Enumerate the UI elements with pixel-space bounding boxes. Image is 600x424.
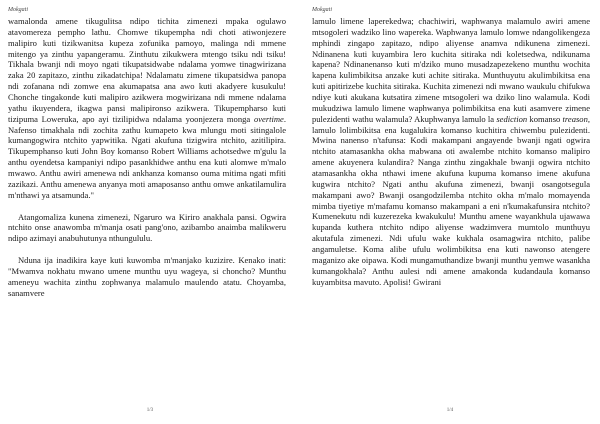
italic-term: sediction	[496, 113, 528, 124]
paragraph: wamalonda amene tikugulitsa ndipo tichita zimenezi mpaka ogulawo atavomereza pempho lathu. Chomwe tikupempha ndi choti atiwonjezere malipiro kuti tizikwanitsa kupeza zofunika pamoyo, malinga ndi mmene mitengo ya zinthu yapangeramu. Zinthutu zikukwera mtengo tsiku ndi tsiku! Tikhala bwanji ndi moyo ngati tikupatsidwabe ndalama yomwe tinagwirizana zaka 20 zapitazo, zinthu zikadatchipa! Ndalamatu zimene tikupatsidwa panopa ndi zofanana ndi zomwe ena akumapatsa ana awo kuti akadyere kusukulu! Chonche tingakonde kuti malipiro azikwera mogwirizana ndi mmene ndalama yathu ikuyendera, ikagwa pansi malipironso azikwera. Tikupempharso kuti tizipuma Loweruka, apo ayi tizilipidwa ndalama yoonjezera monga overtime. Nafenso timakhala ndi zochita zathu kumapeto kwa mlungu moti sitingalole kumangogwira ntchito yapwitika. Ngati akufuna tizigwira ntchito, azitilipira. Tikupemphanso kuti John Boy komanso Robert Williams achotsedwe m'gulu la anthu oyendetsa kampaniyi ndipo pasankhidwe anthu ena kuti alomwe m'malo mwawo. Anthu awiri amenewa ndi ankhanza komanso ouma mitima ngati mfiti zazikazi. Anthu amenewa anyanya moti amaposanso anthu omwe ankatilamulira m'nthawi ya atsamunda."	[8, 16, 286, 200]
right-page	[300, 0, 600, 424]
paragraph: Nduna ija inadikira kaye kuti kuwomba m'manjako kuzizire. Kenako inati: "Mwamva nokhatu mwano umene munthu uyu wageya, si choncho? Munthu ameneyu wachita zinthu zophwanya malamulo maulendo atatu. Choyamba, sanamvere	[8, 254, 286, 298]
running-head: Mokgati	[8, 7, 28, 13]
italic-term: treason	[562, 113, 588, 124]
paragraph: lamulo limene laperekedwa; chachiwiri, waphwanya malamulo awiri amene mtsogoleri wadziko lino wapereka. Waphwanya lamulo lomwe ndangolikengeza mphindi zingapo zapitazo, ndipo aliyense anamva ndikunena zimenezi. Ndinanena kuti kuyambira lero kuchita sitiraka ndi koletsedwa, ndikunama kapena? Ndinanenanso kuti m'dziko muno musadzapezekeno munthu wochita kapena kulimbikitsa anzake kuti achite sitiraka. Munthuyutu akulimbikitsa ena kuti apitirizebe kuchita sitiraka. Kuchita zimenezi ndi mwano waukulu chifukwa ndiye kuti akukana kutsatira zimene mtsogoleri wa dziko lino walamula. Kodi mukudziwa lamulo limene waphwanya polimbikitsa ena kuti asamvere zimene pulezidenti wathu walamula? Akuphwanya lamulo la sediction komanso treason, lamulo lolimbikitsa ena kugalukira komanso kuchitira chiwembu pulezidenti. Mwina nanenso n'tafunsa: Kodi makampani angayende bwanji ngati ogwira ntchito atamasankha okha mabwana oti awalembe ntchito komanso malipiro amene akuyenera kulandira? Nanga zinthu zingakhale bwanji ogwira ntchito atamasankha okha nthawi imene akufuna kupuma komanso imene akufuna kugwira ntchito? Ngati anthu akufuna zimenezi, bwanji osangotsegula makampani awo? Bwanji osangodzilemba ntchito okha m'malo momayenda mimba tiyetiye m'mafamu komanso makampani a eni n'kumakafunsira ntchito? Kumenekutu ndi kuzerezeka kwakukulu! Munthu amene wayankhula ujawawa kupanda kuthera ntchito ndipo aliyense wadzimvera mumtolo munthuyu akutafula zimenezi. Ndi ufulu wake kukhala osamagwira ntchito, palibe angamuletse. Koma alibe ufulu wolimbikitsa ena kuti nawonso atengere maganizo ake oipawa. Kodi mungamuthandize bwanji munthu yemwe wasankha kumangokhala? Anthu aulesi ndi amene amakonda kudandaula komanso kuyambitsa mavuto. Apolisi! Gwirani	[312, 16, 590, 287]
body-text	[312, 16, 590, 287]
running-head: Mokgati	[312, 7, 332, 13]
body-text	[8, 16, 286, 298]
italic-term: overtime	[253, 113, 284, 124]
paragraph: Atangomaliza kunena zimenezi, Ngaruro wa Kiriro anakhala pansi. Ogwira ntchito onse anawomba m'manja osati pang'ono, azibambo anaimba malikweru ndipo azimayi anabuhutunya nthungululu.	[8, 211, 286, 244]
page-number: 1/4	[446, 408, 454, 413]
page-number: 1/3	[146, 408, 154, 413]
